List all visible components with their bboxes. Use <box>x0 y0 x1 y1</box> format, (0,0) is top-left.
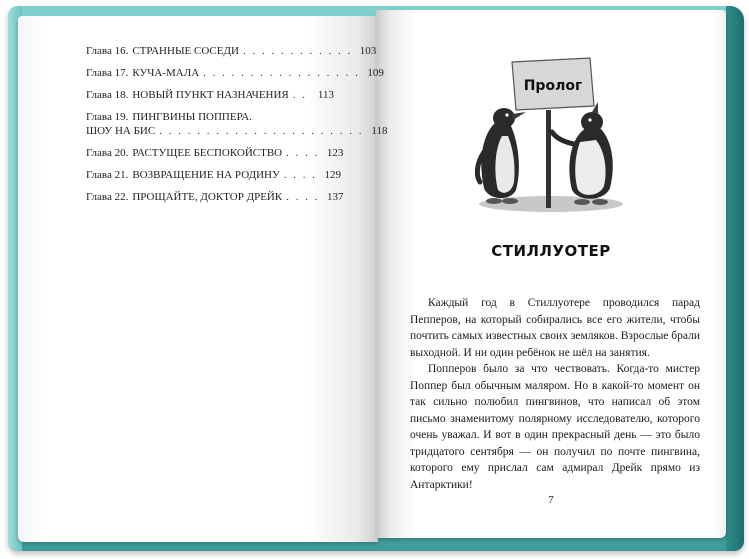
cover-right-edge <box>726 6 744 551</box>
toc-page-number: 103 <box>359 45 377 57</box>
toc-chapter-number: Глава 17. <box>86 67 129 79</box>
sign-board <box>512 58 594 110</box>
toc-leader-dots: . . . . . . . . . . . . . . . . . <box>203 67 360 79</box>
toc-page-number: 113 <box>317 89 334 101</box>
toc-page-number: 118 <box>371 125 388 137</box>
chapter-body <box>410 295 700 493</box>
sign-post <box>546 110 551 208</box>
toc-entry <box>86 66 384 80</box>
toc-chapter-title-continued: ШОУ НА БИС <box>86 125 156 137</box>
toc-entry <box>86 168 342 182</box>
toc-entry <box>86 44 377 58</box>
toc-chapter-title: НОВЫЙ ПУНКТ НАЗНАЧЕНИЯ <box>132 89 289 101</box>
toc-chapter-title: СТРАННЫЕ СОСЕДИ <box>132 45 239 57</box>
toc-chapter-number: Глава 16. <box>86 45 129 57</box>
toc-chapter-number: Глава 21. <box>86 169 129 181</box>
toc-chapter-title: ПИНГВИНЫ ПОППЕРА. <box>132 111 253 123</box>
toc-chapter-title: ВОЗВРАЩЕНИЕ НА РОДИНУ <box>132 169 280 181</box>
toc-leader-dots: . . . . . . . . . . . . . . . . . . . . . . <box>159 125 364 137</box>
toc-leader-dots: . . . . <box>286 191 320 203</box>
toc-page-number: 137 <box>326 191 344 203</box>
sign-text: Пролог <box>523 78 583 94</box>
toc-chapter-number: Глава 20. <box>86 147 129 159</box>
toc-leader-dots: . . . . <box>286 147 320 159</box>
toc-chapter-number: Глава 19. <box>86 111 129 123</box>
toc-entry <box>86 190 344 204</box>
toc-entry <box>86 146 344 160</box>
toc-page-number: 109 <box>367 67 384 79</box>
paragraph: Каждый год в Стиллуотере проводился парад Пепперов, на который собирались все его жители, чтобы почтить самых известных своих земляков. Взрослые брали выходной. И ни один ребёнок не шёл на занятия. <box>410 297 700 359</box>
penguins-with-sign-illustration <box>466 52 636 222</box>
toc-chapter-title: РАСТУЩЕЕ БЕСПОКОЙСТВО <box>132 147 283 159</box>
toc-chapter-title: КУЧА-МАЛА <box>132 67 200 79</box>
toc-page-number: 123 <box>326 147 344 159</box>
toc-page-number: 129 <box>324 169 342 181</box>
toc-leader-dots: . . <box>292 89 308 101</box>
toc-chapter-number: Глава 22. <box>86 191 129 203</box>
toc-chapter-number: Глава 18. <box>86 89 129 101</box>
chapter-heading: СТИЛЛУОТЕР <box>491 242 611 260</box>
toc-entry <box>86 88 334 102</box>
paragraph: Попперов было за что чествовать. Когда-то мистер Поппер был обычным маляром. Но в какой-то момент он так сильно полюбил пингвинов, что написал об этом письмо знаменитому полярному исследователю, которого очень уважал. И вот в один прекрасный день — это было тридцатого сентября — он получил по почте пингвина, которого ему прислал сам адмирал Дрейк прямо из Антарктики! <box>410 363 700 491</box>
right-penguin <box>552 102 613 205</box>
toc-chapter-title: ПРОЩАЙТЕ, ДОКТОР ДРЕЙК <box>132 191 283 203</box>
table-of-contents <box>86 44 388 212</box>
toc-leader-dots: . . . . . . . . . . . . <box>242 45 353 57</box>
toc-entry <box>86 110 388 138</box>
toc-leader-dots: . . . . <box>283 169 318 181</box>
page-number: 7 <box>548 494 554 506</box>
left-penguin <box>477 108 526 204</box>
